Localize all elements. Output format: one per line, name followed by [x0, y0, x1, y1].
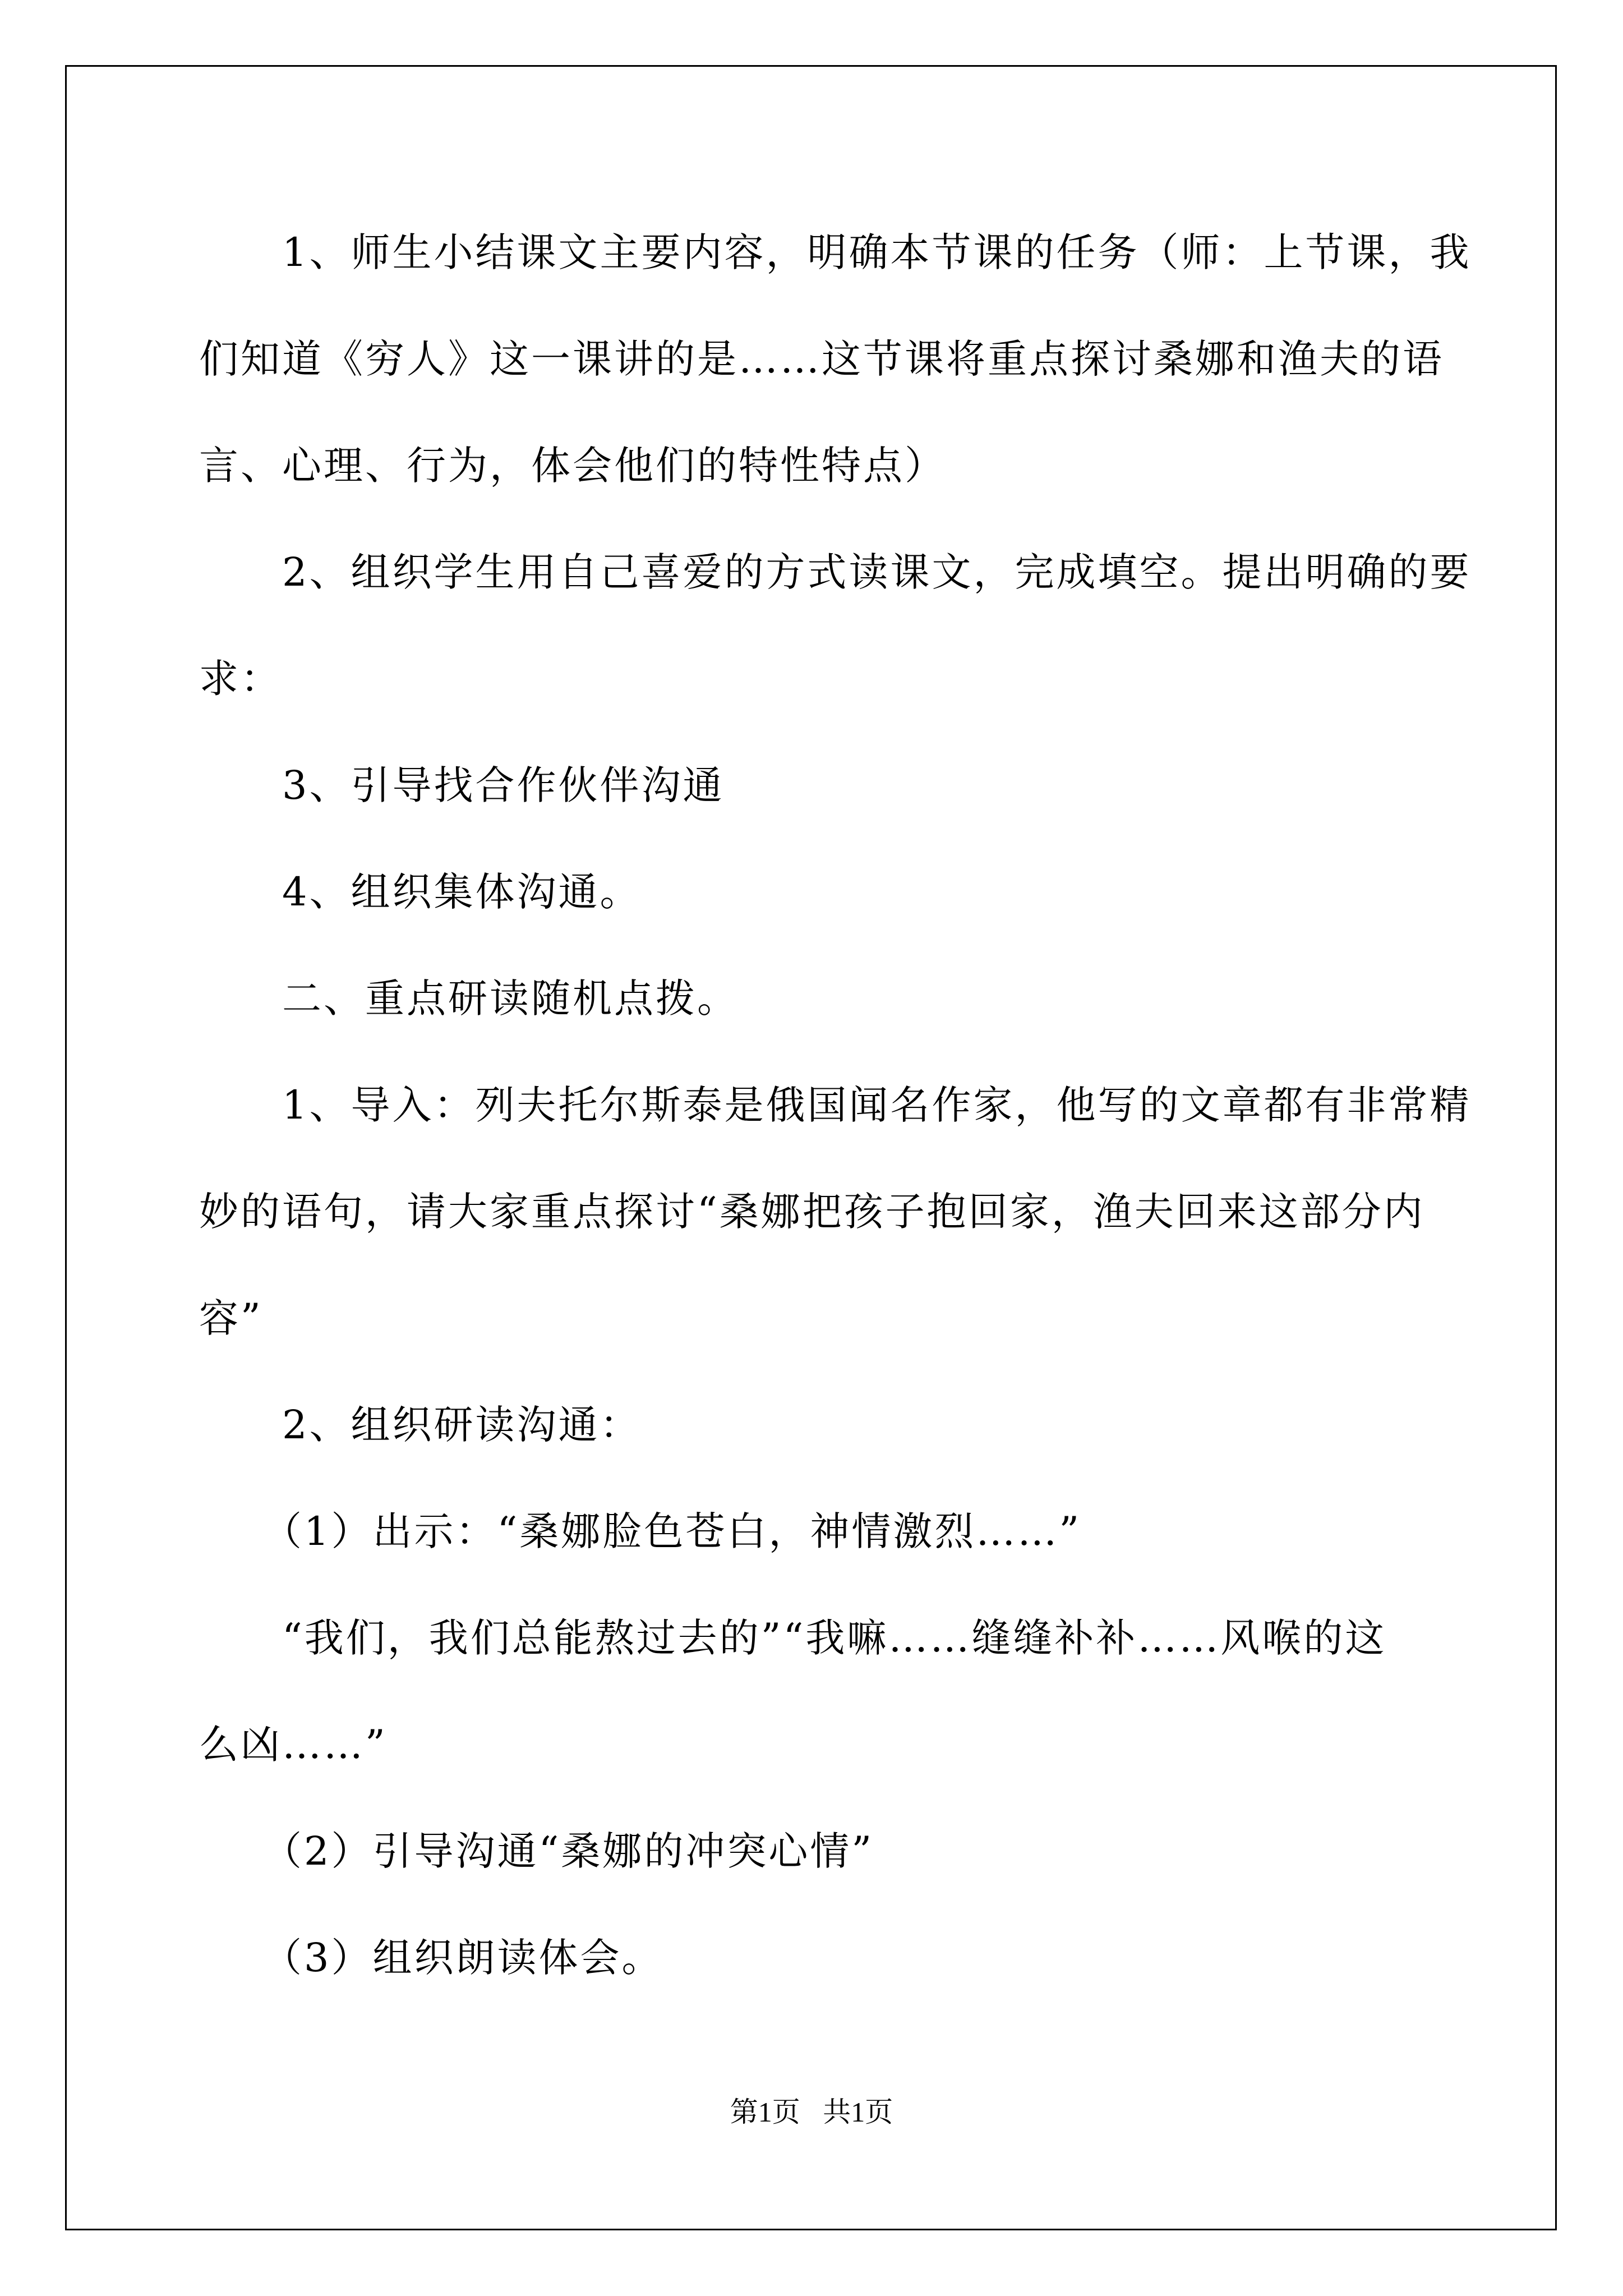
text-line: 2、组织研读沟通：: [199, 1402, 642, 1448]
text-line: （1）出示：“桑娜脸色苍白，神情激烈……”: [199, 1508, 1082, 1554]
text-line: 么凶……”: [199, 1722, 388, 1768]
text-line: （2）引导沟通“桑娜的冲突心情”: [199, 1828, 874, 1874]
page-footer: [0, 2095, 1623, 2129]
text-line: 4、组织集体沟通。: [199, 869, 642, 915]
text-line: 妙的语句，请大家重点探讨“桑娜把孩子抱回家，渔夫回来这部分内: [199, 1189, 1425, 1235]
text-line: 1、师生小结课文主要内容，明确本节课的任务（师：上节课，我: [199, 229, 1472, 275]
page-total: 共1页: [823, 2096, 893, 2128]
text-line: （3）组织朗读体会。: [199, 1935, 663, 1981]
text-line: 们知道《穷人》这一课讲的是……这节课将重点探讨桑娜和渔夫的语: [199, 336, 1444, 382]
text-line: 言、心理、行为，体会他们的特性特点）: [199, 443, 946, 489]
text-line: 3、引导找合作伙伴沟通: [199, 762, 725, 808]
text-line: 求：: [199, 656, 282, 702]
text-line: 1、导入：列夫托尔斯泰是俄国闻名作家，他写的文章都有非常精: [199, 1082, 1472, 1128]
text-line: 2、组织学生用自己喜爱的方式读课文，完成填空。提出明确的要: [199, 549, 1472, 595]
text-line: 容”: [199, 1295, 263, 1341]
text-line: “我们，我们总能熬过去的”“我嘛……缝缝补补……风喉的这: [199, 1615, 1387, 1661]
text-line: 二、重点研读随机点拨。: [199, 976, 739, 1022]
page-number: 第1页: [730, 2096, 800, 2128]
